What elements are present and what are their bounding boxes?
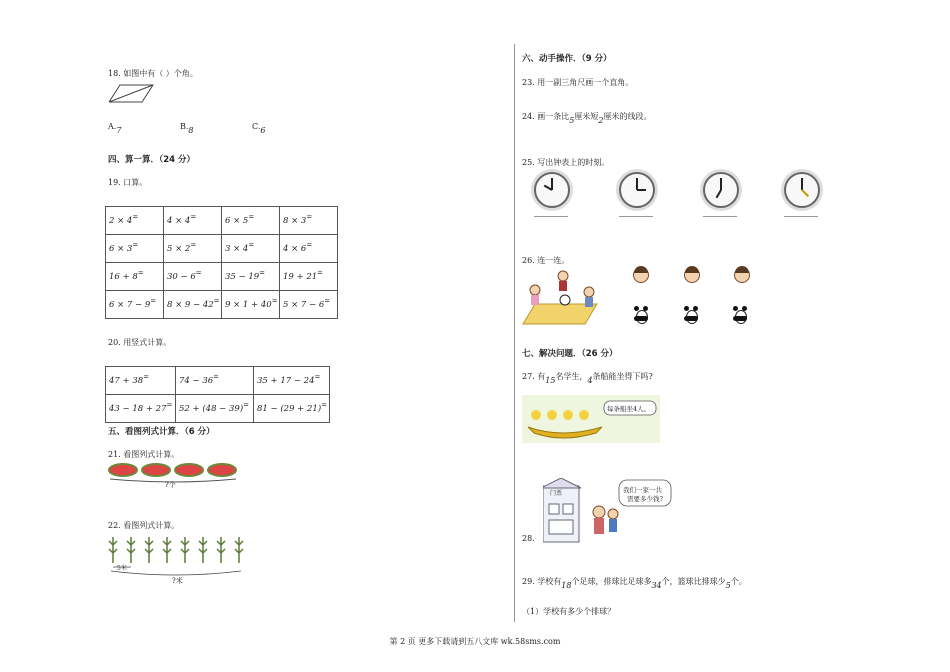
table-cell[interactable]: 43 − 18 + 27= <box>106 395 176 423</box>
table-cell[interactable]: 6 × 3= <box>106 235 164 263</box>
table-cell[interactable]: 6 × 7 − 9= <box>106 291 164 319</box>
table-cell[interactable]: 52 + (48 − 39)= <box>176 395 254 423</box>
q25-text: 25. 写出钟表上的时刻。 <box>522 158 610 167</box>
q28-bubble-line2: 需要多少钱? <box>627 495 663 503</box>
option-value: 7 <box>116 126 122 135</box>
table-cell[interactable]: 30 − 6= <box>164 263 222 291</box>
q29-text: 29. 学校有18个足球，排球比足球多34个，篮球比排球少5个。 <box>522 577 747 590</box>
table-cell[interactable]: 2 × 4= <box>106 207 164 235</box>
face-2[interactable] <box>684 267 700 283</box>
face-1[interactable] <box>633 267 649 283</box>
table-cell[interactable]: 8 × 3= <box>280 207 338 235</box>
panda-3[interactable] <box>733 306 747 322</box>
q22-caption: ?米 <box>172 577 183 585</box>
q20-text: 20. 用竖式计算。 <box>108 338 172 347</box>
section-7-title: 七、解决问题．（26 分） <box>522 349 618 359</box>
answer-line[interactable] <box>703 216 737 217</box>
q29-sub1: （1）学校有多少个排球？ <box>522 607 616 616</box>
table-cell[interactable]: 81 − (29 + 21)= <box>254 395 330 423</box>
angle-figure <box>108 84 154 104</box>
clock-3 <box>703 172 739 208</box>
face-3[interactable] <box>734 267 750 283</box>
option-letter: B. <box>180 122 189 131</box>
q27-text: 27. 有15名学生，4条船能坐得下吗? <box>522 372 653 385</box>
section-5-title: 五、看图列式计算．（6 分） <box>108 427 215 437</box>
section-4-title: 四、算一算．（24 分） <box>108 155 196 165</box>
table-cell[interactable]: 47 + 38= <box>106 367 176 395</box>
answer-line[interactable] <box>619 216 653 217</box>
table-cell[interactable]: 5 × 2= <box>164 235 222 263</box>
panda-1[interactable] <box>634 306 648 322</box>
table-cell[interactable]: 19 + 21= <box>280 263 338 291</box>
q21-caption: ?个 <box>165 481 176 489</box>
answer-line[interactable] <box>784 216 818 217</box>
table-cell[interactable]: 4 × 4= <box>164 207 222 235</box>
option-value: 6 <box>260 126 266 135</box>
table-cell[interactable]: 3 × 4= <box>222 235 280 263</box>
option-value: 8 <box>188 126 194 135</box>
panda-2[interactable] <box>684 306 698 322</box>
table-cell[interactable]: 5 × 7 − 6= <box>280 291 338 319</box>
mental-math-table <box>105 206 338 319</box>
table-cell[interactable]: 16 + 8= <box>106 263 164 291</box>
table-cell[interactable]: 9 × 1 + 40= <box>222 291 280 319</box>
table-cell[interactable]: 35 + 17 − 24= <box>254 367 330 395</box>
q24-text: 24. 画一条比5厘米短2厘米的线段。 <box>522 112 652 125</box>
table-cell[interactable]: 35 − 19= <box>222 263 280 291</box>
q27-speech-bubble: 每条船坐4人。 <box>607 405 651 413</box>
children-panda-image <box>521 268 599 326</box>
clock-1 <box>534 172 570 208</box>
clock-4 <box>784 172 820 208</box>
q18-option-c[interactable] <box>252 122 266 135</box>
q28-text: 28. <box>522 534 535 543</box>
table-cell[interactable]: 6 × 5= <box>222 207 280 235</box>
table-cell[interactable]: 74 − 36= <box>176 367 254 395</box>
q21-text: 21. 看图列式计算。 <box>108 450 180 459</box>
trees-row-image <box>108 533 248 581</box>
q28-bubble-line1: 我们一家一共 <box>623 486 662 494</box>
q22-caption-small: 5米 <box>117 565 127 572</box>
ticket-sign: 门票 <box>550 490 563 497</box>
page-footer: 第 2 页 更多下载请到五八文库 wk.58sms.com <box>389 637 561 646</box>
option-letter: A. <box>108 122 117 131</box>
q18-option-b[interactable] <box>180 122 194 135</box>
clock-2 <box>619 172 655 208</box>
q18-text: 18. 如图中有（ ）个角。 <box>108 69 198 78</box>
column-divider <box>514 44 515 622</box>
option-letter: C. <box>252 122 261 131</box>
table-cell[interactable]: 8 × 9 − 42= <box>164 291 222 319</box>
section-6-title: 六、动手操作．（9 分） <box>522 54 612 64</box>
answer-line[interactable] <box>534 216 568 217</box>
table-cell[interactable]: 4 × 6= <box>280 235 338 263</box>
q23-text: 23. 用一副三角尺画一个直角。 <box>522 78 634 87</box>
q19-text: 19. 口算。 <box>108 178 148 187</box>
q22-text: 22. 看图列式计算。 <box>108 521 180 530</box>
boats-image <box>522 395 660 443</box>
q18-option-a[interactable] <box>108 122 122 135</box>
q26-text: 26. 连一连。 <box>522 256 570 265</box>
vertical-calc-table <box>105 366 330 423</box>
